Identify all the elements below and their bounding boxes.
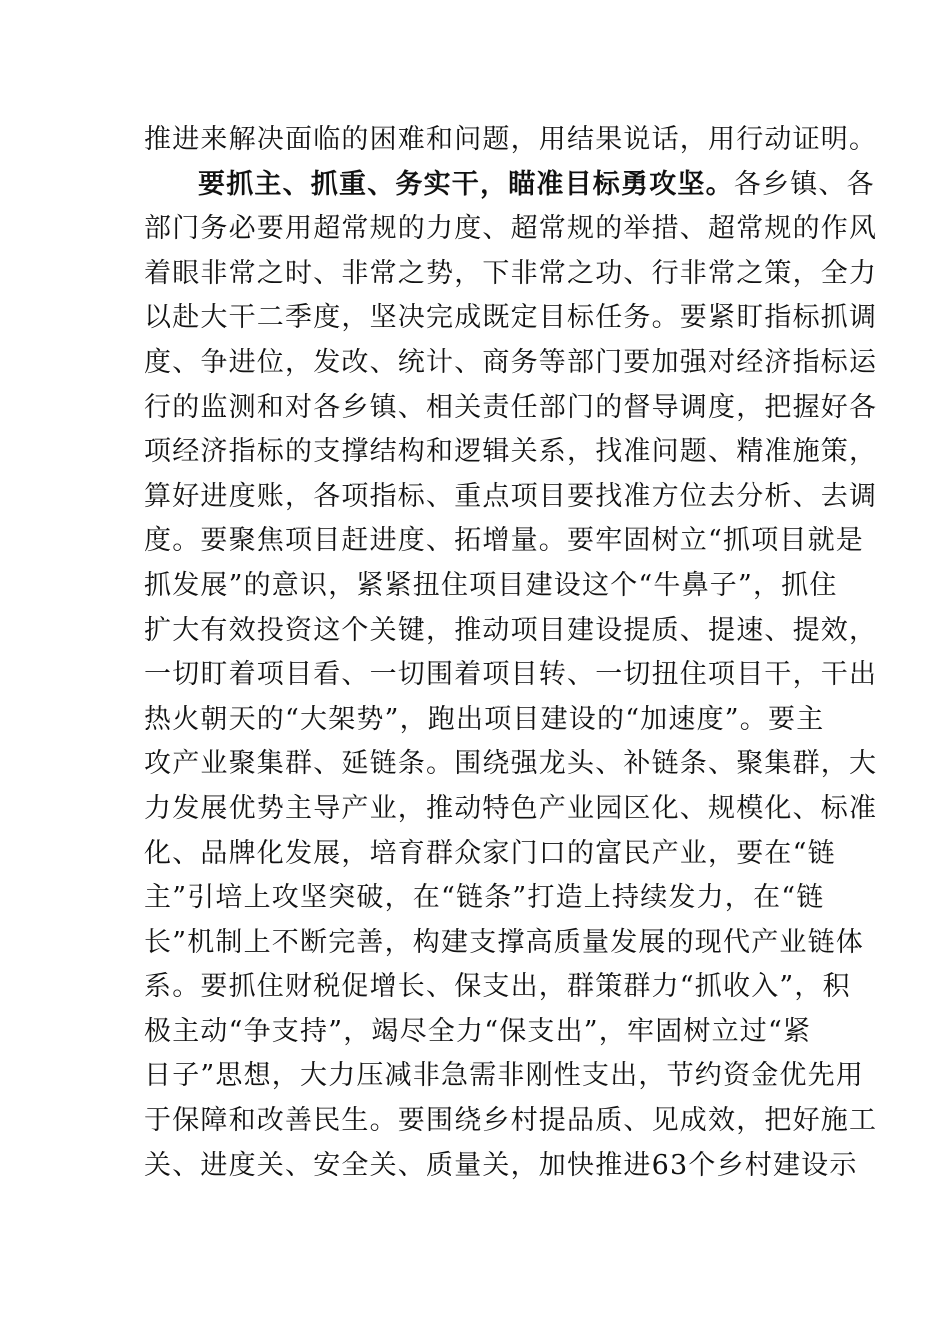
text-line: 热火朝天的“大架势”，跑出项目建设的“加速度”。要主: [144, 703, 825, 735]
text-line: 推进来解决面临的困难和问题，用结果说话，用行动证明。: [144, 124, 878, 155]
text-line: 日子”思想，大力压减非急需非刚性支出，节约资金优先用: [144, 1060, 865, 1092]
paragraph-first-line: [144, 163, 875, 208]
text-line: 行的监测和对各乡镇、相关责任部门的督导调度，把握好各: [144, 391, 878, 423]
text-line: 极主动“争支持”，竭尽全力“保支出”，牢固树立过“紧: [144, 1015, 812, 1047]
text-line: 化、品牌化发展，培育群众家门口的富民产业，要在“链: [144, 837, 836, 869]
text-line: 以赴大干二季度，坚决完成既定目标任务。要紧盯指标抓调: [144, 302, 878, 334]
text-fragment: 各乡镇、各: [733, 168, 875, 200]
text-line: 着眼非常之时、非常之势，下非常之功、行非常之策，全力: [144, 257, 878, 289]
text-line: 度。要聚焦项目赶进度、拓增量。要牢固树立“抓项目就是: [144, 525, 865, 557]
text-line: 扩大有效投资这个关键，推动项目建设提质、提速、提效，: [144, 614, 878, 646]
text-line: 算好进度账，各项指标、重点项目要找准方位去分析、去调: [144, 480, 878, 512]
paragraph-heading: 要抓主、抓重、务实干，瞄准目标勇攻坚。: [198, 168, 734, 200]
body-text: [144, 118, 878, 1188]
text-line: 力发展优势主导产业，推动特色产业园区化、规模化、标准: [144, 792, 878, 824]
text-line: 部门务必要用超常规的力度、超常规的举措、超常规的作风: [144, 213, 878, 245]
text-line: 于保障和改善民生。要围绕乡村提品质、见成效，把好施工: [144, 1105, 878, 1137]
text-line: 度、争进位，发改、统计、商务等部门要加强对经济指标运: [144, 346, 878, 378]
text-line: 主”引培上攻坚突破，在“链条”打造上持续发力，在“链: [144, 882, 825, 914]
text-line: 系。要抓住财税促增长、保支出，群策群力“抓收入”，积: [144, 971, 851, 1003]
text-line: 项经济指标的支撑结构和逻辑关系，找准问题、精准施策，: [144, 436, 878, 468]
text-line: 长”机制上不断完善，构建支撑高质量发展的现代产业链体: [144, 926, 865, 958]
text-line: 一切盯着项目看、一切围着项目转、一切扭住项目干，干出: [144, 659, 878, 691]
text-line: 抓发展”的意识，紧紧扭住项目建设这个“牛鼻子”，抓住: [144, 569, 838, 601]
text-line: 攻产业聚集群、延链条。围绕强龙头、补链条、聚集群，大: [144, 748, 878, 780]
text-line: 关、进度关、安全关、质量关，加快推进63个乡村建设示: [144, 1149, 858, 1181]
